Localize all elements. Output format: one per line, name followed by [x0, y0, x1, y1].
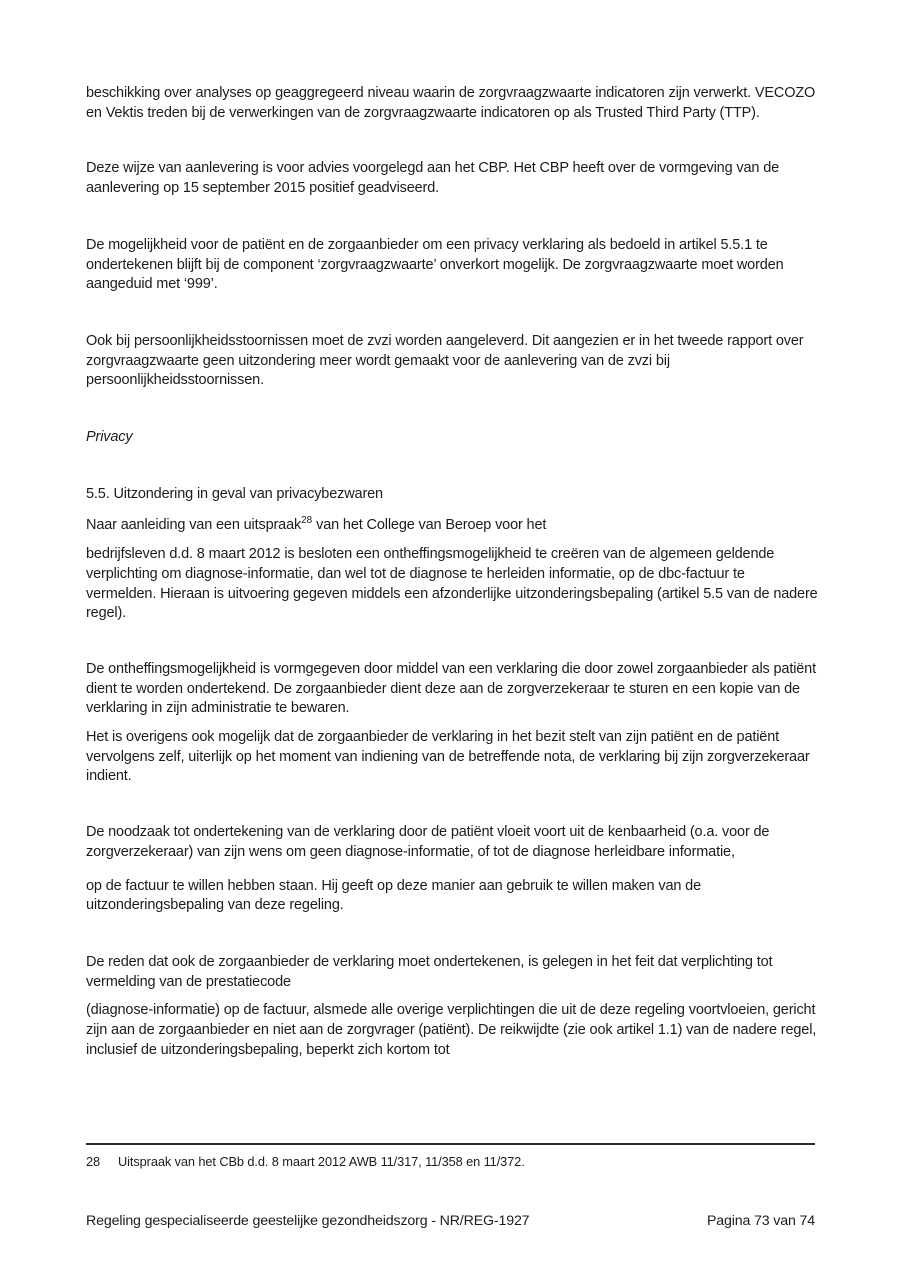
paragraph-with-footnote-ref: [86, 516, 818, 536]
document-body: [86, 84, 818, 1061]
footnote: [86, 1153, 815, 1170]
paragraph: De ontheffingsmogelijkheid is vormgegeven door middel van een verklaring die door zowel zorgaanbieder als patiënt dient te worden ondertekend. De zorgaanbieder dient deze aan de zorgverzekeraar te sturen en een kopie van de verklaring in zijn administratie te bewaren.: [86, 660, 816, 717]
paragraph: Ook bij persoonlijkheidsstoornissen moet de zvzi worden aangeleverd. Dit aangezien er in het tweede rapport over zorgvraagzwaarte geen uitzondering meer wordt gemaakt voor de aanlevering van de zvzi bij persoonlijkheidsstoornissen.: [86, 332, 804, 389]
paragraph: (diagnose-informatie) op de factuur, alsmede alle overige verplichtingen die uit de deze regeling voortvloeien, gericht zijn aan de zorgaanbieder en niet aan de zorgvrager (patiënt). De reikwijdte (zie ook artikel 1.1) van de nadere regel, inclusief de uitzonderingsbepaling, beperkt zich kortom tot: [86, 1002, 817, 1058]
footnote-text: Uitspraak van het CBb d.d. 8 maart 2012 AWB 11/317, 11/358 en 11/372.: [118, 1154, 525, 1169]
footer-document-title: Regeling gespecialiseerde geestelijke gezondheidszorg - NR/REG-1927: [86, 1213, 530, 1229]
footnote-reference: 28: [301, 515, 313, 527]
paragraph: op de factuur te willen hebben staan. Hij geeft op deze manier aan gebruik te willen maken van de uitzonderingsbepaling van deze regeling.: [86, 877, 701, 914]
privacy-heading: Privacy: [86, 429, 133, 446]
paragraph: bedrijfsleven d.d. 8 maart 2012 is besloten een ontheffingsmogelijkheid te creëren van de algemeen geldende verplichting om diagnose-informatie, dan wel tot de diagnose te herleiden informatie, op de dbc-factuur te vermelden. Hieraan is uitvoering gegeven middels een afzonderlijke uitzonderingsbepaling (artikel 5.5 van de nadere regel).: [86, 546, 818, 622]
paragraph: Deze wijze van aanlevering is voor advies voorgelegd aan het CBP. Het CBP heeft over de vormgeving van de aanlevering op 15 september 2015 positief geadviseerd.: [86, 160, 780, 197]
paragraph-text: van het College van Beroep voor het: [312, 517, 547, 534]
page-footer: [86, 1212, 815, 1231]
section-heading: 5.5. Uitzondering in geval van privacybezwaren: [86, 485, 383, 502]
paragraph: De mogelijkheid voor de patiënt en de zorgaanbieder om een privacy verklaring als bedoeld in artikel 5.5.1 te ondertekenen blijft bij de component ‘zorgvraagzwaarte’ onverkort mogelijk. De zorgvraagzwaarte moet worden aangeduid met ‘999’.: [86, 236, 784, 293]
paragraph: beschikking over analyses op geaggregeerd niveau waarin de zorgvraagzwaarte indicatoren zijn verwerkt. VECOZO en Vektis treden bij de verwerkingen van de zorgvraagzwaarte indicatoren op als Trusted Third Party (TTP).: [86, 85, 816, 121]
footnote-divider: [86, 1143, 815, 1145]
paragraph-text: Naar aanleiding van een uitspraak: [86, 517, 302, 534]
paragraph: De reden dat ook de zorgaanbieder de verklaring moet ondertekenen, is gelegen in het feit dat verplichting tot vermelding van de prestatiecode: [86, 953, 773, 990]
footnote-number: 28: [86, 1154, 101, 1169]
footer-page-number: Pagina 73 van 74: [706, 1213, 815, 1229]
paragraph: De noodzaak tot ondertekening van de verklaring door de patiënt vloeit voort uit de kenbaarheid (o.a. voor de zorgverzekeraar) van zijn wens om geen diagnose-informatie, of tot de diagnose herleidbare informatie,: [86, 824, 770, 860]
paragraph: Het is overigens ook mogelijk dat de zorgaanbieder de verklaring in het bezit stelt van zijn patiënt en de patiënt vervolgens zelf, uiterlijk op het moment van indiening van de betreffende nota, de verklaring bij zijn zorgverzekeraar indient.: [86, 729, 810, 785]
